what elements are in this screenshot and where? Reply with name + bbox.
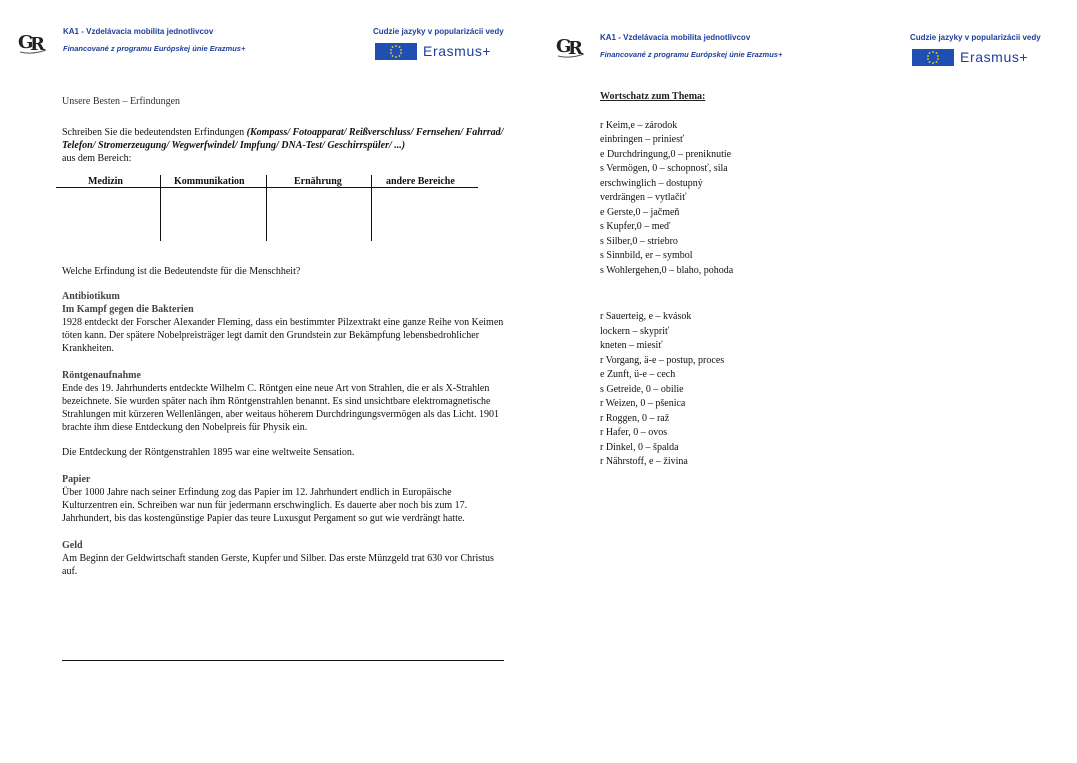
section-title: Antibiotikum — [62, 291, 120, 302]
list-item: r Hafer, 0 – ovos — [600, 427, 668, 438]
list-item: e Gerste,0 – jačmeň — [600, 206, 680, 218]
list-item: r Sauerteig, e – kvások — [600, 311, 692, 322]
list-item: r Dinkel, 0 – špalda — [600, 441, 679, 453]
list-item: r Vorgang, ä-e – postup, proces — [600, 354, 725, 366]
list-item: s Vermögen, 0 – schopnosť, sila — [600, 163, 728, 174]
table-divider — [160, 175, 161, 241]
table-header-medizin: Medizin — [88, 176, 123, 187]
section-paragraph: Die Entdeckung der Röntgenstrahlen 1895 war eine weltweite Sensation. — [62, 447, 355, 458]
header-project-left — [373, 26, 504, 60]
question-text: Welche Erfindung ist die Bedeutendste für die Menschheit? — [62, 266, 301, 277]
header-left — [0, 24, 538, 64]
list-item: erschwinglich – dostupný — [600, 177, 703, 189]
school-logo-icon — [16, 28, 48, 56]
eu-flag-icon — [375, 43, 417, 60]
list-item: e Durchdringung,0 – preniknutie — [600, 148, 732, 160]
vocab-gap — [600, 278, 900, 310]
page-right — [540, 0, 1077, 763]
list-item: s Sinnbild, er – symbol — [600, 250, 693, 261]
list-item: r Weizen, 0 – pšenica — [600, 398, 686, 409]
list-item: verdrängen – vytlačiť — [600, 192, 687, 203]
section-papier — [62, 473, 507, 525]
section-antibiotikum — [62, 290, 507, 355]
vocab-list-2 — [600, 310, 900, 470]
svg-text:G: G — [556, 36, 572, 57]
task-tail: aus dem Bereich: — [62, 153, 132, 164]
svg-text:G: G — [18, 32, 34, 53]
project-title: Cudzie jazyky v popularizácii vedy — [910, 33, 1041, 42]
bottom-rule — [62, 660, 504, 661]
section-title: Papier — [62, 474, 91, 485]
svg-text:R: R — [30, 34, 45, 55]
header-line2: Financované z programu Európskej únie Erazmus+ — [63, 44, 246, 53]
header-line1: KA1 - Vzdelávacia mobilita jednotlivcov — [600, 33, 751, 42]
section-title: Geld — [62, 540, 83, 551]
table-divider — [266, 175, 267, 241]
section-paragraph: Ende des 19. Jahrhunderts entdeckte Wilhelm C. Röntgen eine neue Art von Strahlen, die er als X-Strahlen bezeichnete. Sie wurden später nach ihm Röntgenstrahlen benannt. Es sind unsichtbare elektromagnetische Strahlungen mit kürzeren Wellenlängen, aber weitaus höherem Durchdringungsvermögen als das Licht. 1901 brachte ihm diese Entdeckung den Nobelpreis für Physik ein. — [62, 383, 499, 433]
task-lead: Schreiben Sie die bedeutendsten Erfindungen — [62, 127, 247, 138]
section-paragraph: 1928 entdeckt der Forscher Alexander Fleming, dass ein bestimmter Pilzextrakt eine ganze Reihe von Keimen töten kann. Der spätere Nobelpreisträger legt damit den Grundstein zur Bekämpfung lebensbedrohlicher Krankheiten. — [62, 317, 504, 354]
section-title: Röntgenaufnahme — [62, 370, 141, 381]
header-text-right — [600, 32, 782, 62]
vocab-title: Wortschatz zum Thema: — [600, 91, 706, 102]
list-item: r Keim,e – zárodok — [600, 119, 678, 131]
list-item: kneten – miesiť — [600, 340, 663, 351]
erasmus-wordmark: Erasmus+ — [960, 49, 1029, 65]
section-subtitle: Im Kampf gegen die Bakterien — [62, 304, 194, 315]
header-project-right — [910, 32, 1041, 66]
list-item: s Getreide, 0 – obilie — [600, 383, 684, 395]
list-item: s Silber,0 – striebro — [600, 235, 678, 247]
header-right — [540, 24, 1077, 64]
list-item: einbringen – priniesť — [600, 134, 685, 145]
erasmus-wordmark: Erasmus+ — [423, 43, 492, 59]
list-item: r Roggen, 0 – raž — [600, 412, 670, 424]
list-item: e Zunft, ü-e – cech — [600, 369, 676, 380]
table-divider — [371, 175, 372, 241]
table-header-ernaehrung: Ernährung — [294, 176, 342, 187]
table-header-andere: andere Bereiche — [386, 176, 455, 187]
section-roentgen — [62, 369, 507, 459]
list-item: r Nährstoff, e – živina — [600, 456, 688, 467]
erasmus-logo — [375, 43, 504, 60]
page-left — [0, 0, 538, 763]
worksheet-content — [62, 95, 507, 578]
svg-text:R: R — [568, 38, 583, 59]
page-title: Unsere Besten – Erfindungen — [62, 96, 181, 107]
erasmus-logo — [912, 49, 1041, 66]
vocab-list-1 — [600, 119, 900, 279]
section-paragraph: Am Beginn der Geldwirtschaft standen Gerste, Kupfer und Silber. Das erste Münzgeld trat 630 vor Christus auf. — [62, 553, 494, 577]
table-header-kommunikation: Kommunikation — [174, 176, 245, 187]
task-text — [62, 126, 507, 165]
section-paragraph: Über 1000 Jahre nach seiner Erfindung zog das Papier im 12. Jahrhundert endlich in Europäische Kulturzentren ein. Schreiben war nun für jedermann erschwinglich. Es dauerte aber noch bis zum 17. Jahrhundert, bis das kostengünstige Papier das teure Luxusgut Pergament so gut wie verdrängt hatte. — [62, 487, 468, 524]
header-line2: Financované z programu Európskej únie Erazmus+ — [600, 50, 783, 59]
list-item: s Kupfer,0 – meď — [600, 221, 671, 232]
vocabulary — [600, 90, 900, 470]
section-geld — [62, 539, 507, 578]
project-title: Cudzie jazyky v popularizácii vedy — [373, 27, 504, 36]
school-logo-icon — [554, 32, 586, 60]
header-text-left — [63, 26, 245, 56]
category-table — [56, 175, 478, 241]
eu-flag-icon — [912, 49, 954, 66]
list-item: s Wohlergehen,0 – blaho, pohoda — [600, 264, 734, 276]
header-line1: KA1 - Vzdelávacia mobilita jednotlivcov — [63, 27, 214, 36]
task-list: (Kompass/ Fotoapparat/ Reißverschluss/ Fernsehen/ Fahrrad/ Telefon/ Stromerzeugung/ Wegwerfwindel/ Impfung/ DNA-Test/ Geschirrspüler/ ...) — [62, 127, 504, 151]
list-item: lockern – skypriť — [600, 325, 670, 337]
